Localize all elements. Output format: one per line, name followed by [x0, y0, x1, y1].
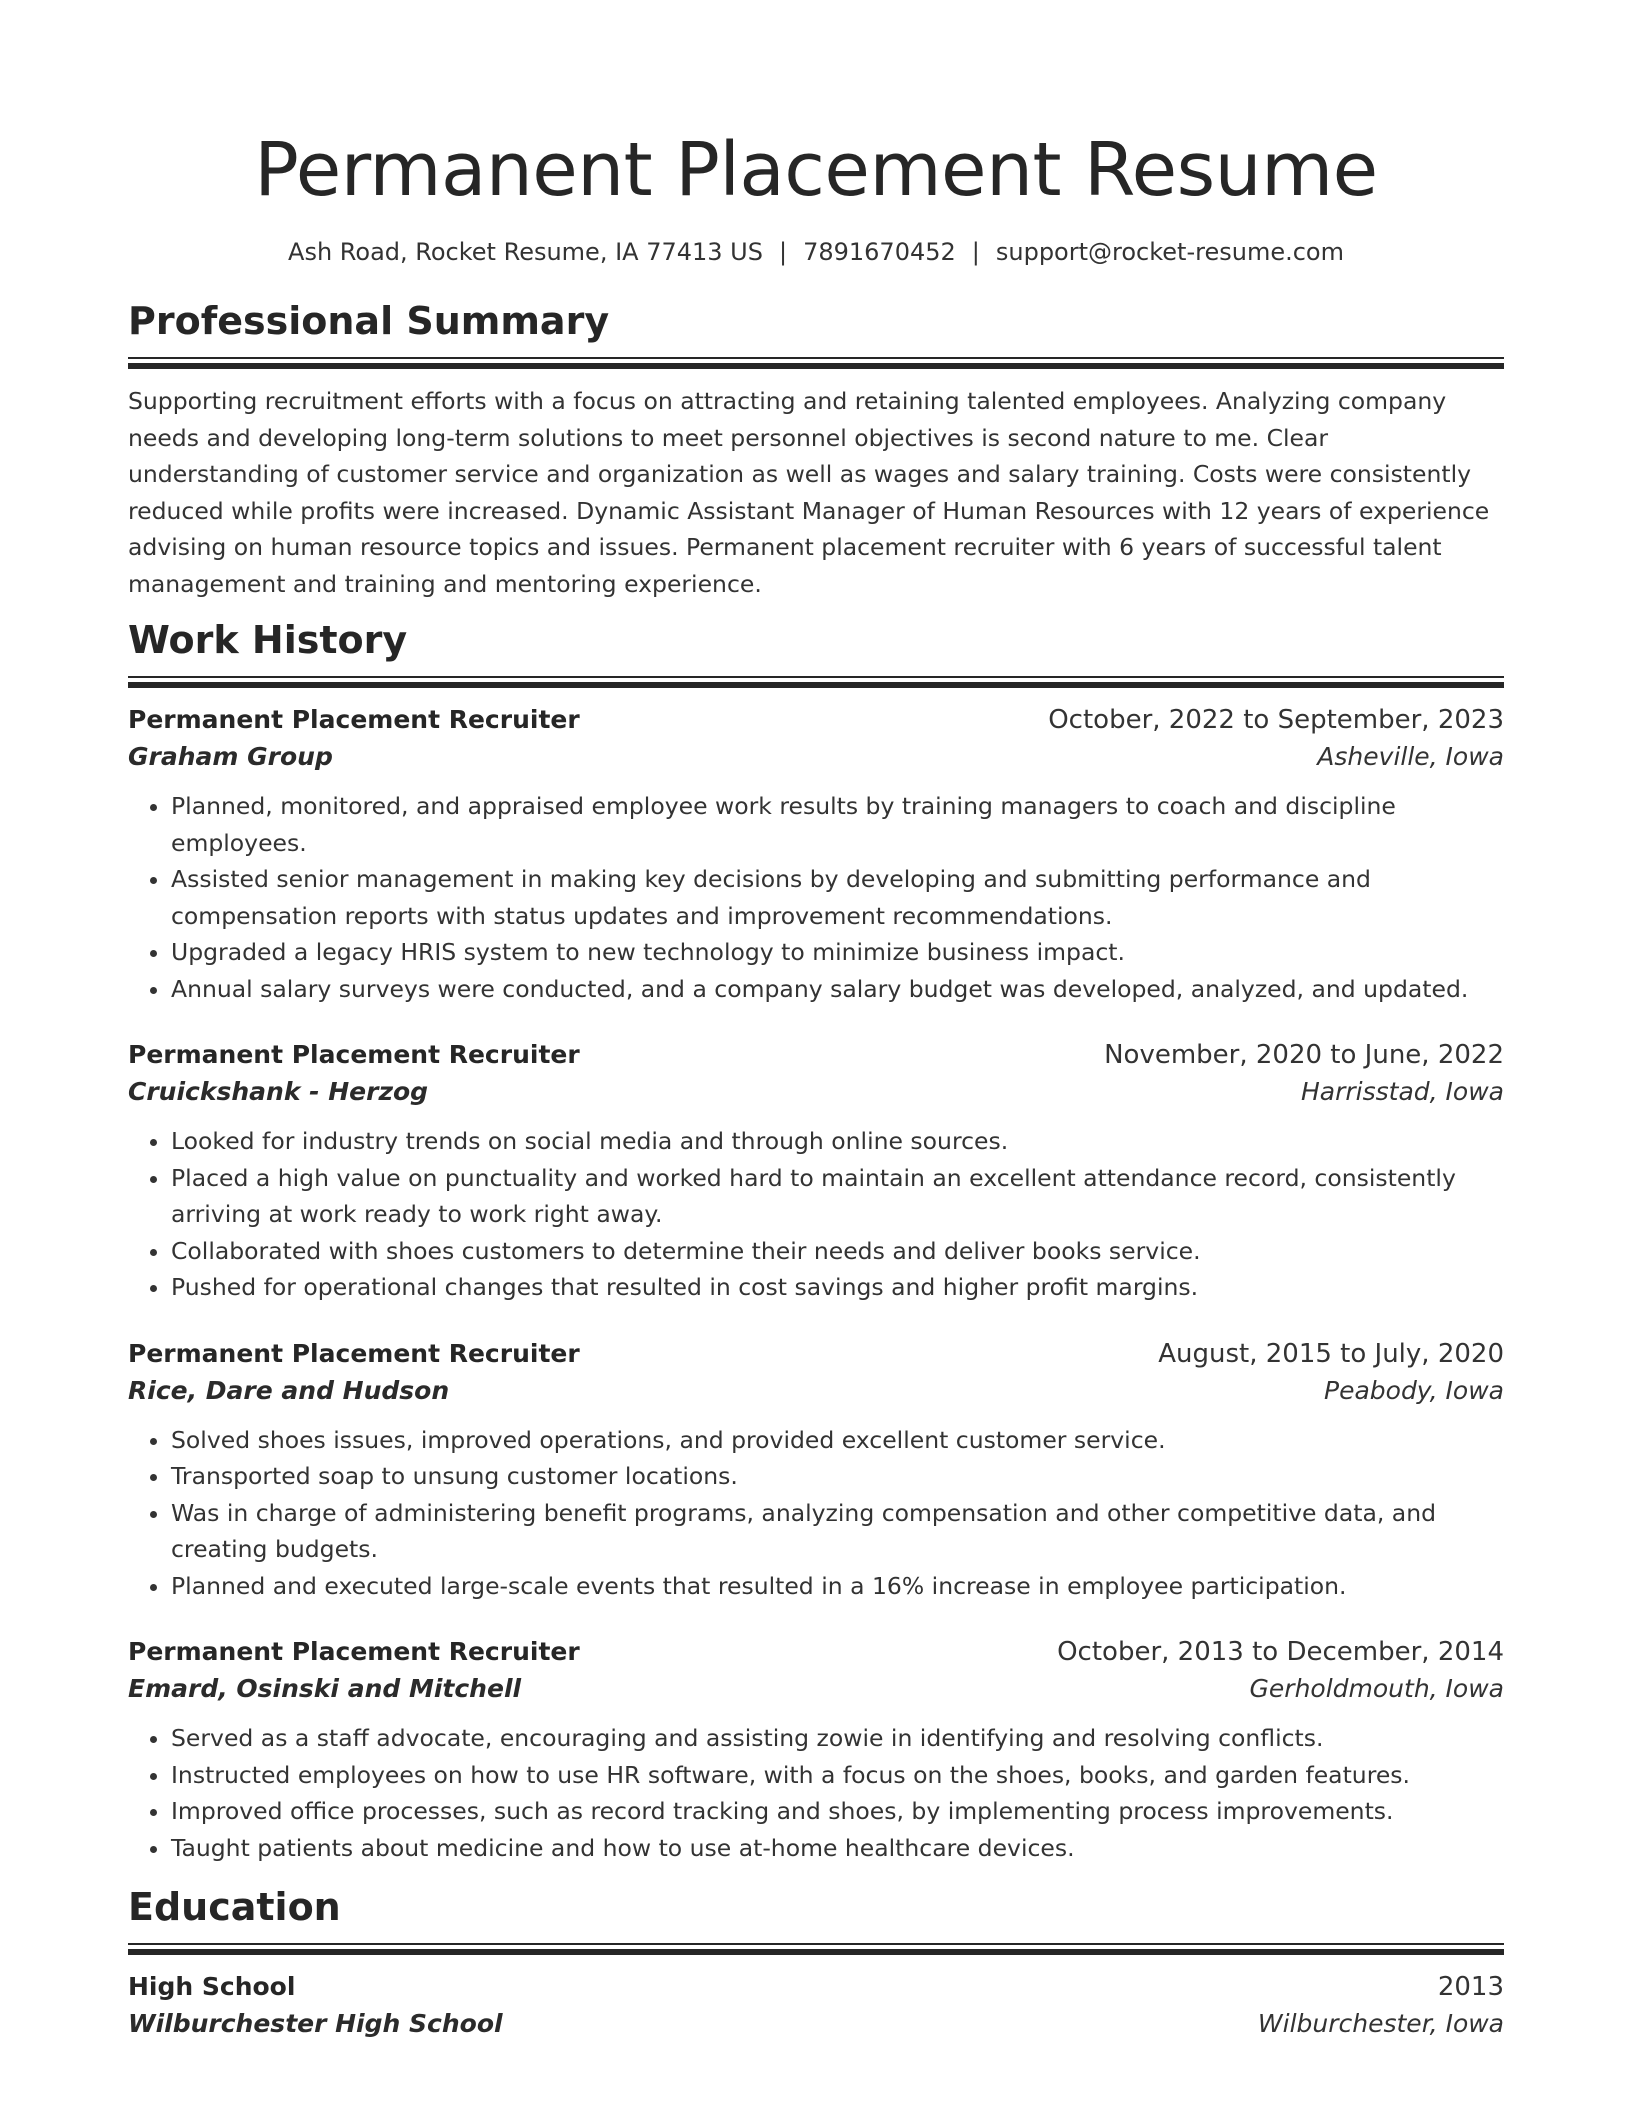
resume-page — [128, 0, 1504, 2043]
education-heading: Education — [128, 1885, 341, 1929]
job-dates: August, 2015 to July, 2020 — [1158, 1338, 1504, 1369]
job-location: Peabody, Iowa — [1324, 1375, 1504, 1405]
list-item: • Planned, monitored, and appraised employee work results by training managers to coach and discipline employees. — [171, 788, 1504, 861]
section-divider — [128, 1943, 1504, 1955]
section-divider — [128, 357, 1504, 369]
company-name: Emard, Osinski and Mitchell — [128, 1674, 522, 1703]
list-item: • Assisted senior management in making key decisions by developing and submitting performance and compensation reports with status updates and improvement recommendations. — [171, 861, 1504, 934]
contact-separator: | — [971, 238, 980, 266]
list-item: • Annual salary surveys were conducted, and a company salary budget was developed, analyzed, and updated. — [171, 971, 1504, 1008]
summary-heading: Professional Summary — [128, 299, 610, 343]
summary-text: Supporting recruitment efforts with a focus on attracting and retaining talented employees. Analyzing company needs and developing long-term solutions to meet personnel objectives is second nature to me. Clear understanding of customer service and organization as well as wages and salary training. Costs were consistently reduced while profits were increased. Dynamic Assistant Manager of Human Resources with 12 years of experience advising on human resource topics and issues. Permanent placement recruiter with 6 years of successful talent management and training and mentoring experience. — [128, 387, 1490, 598]
job-dates: October, 2013 to December, 2014 — [1057, 1637, 1504, 1667]
list-item: • Was in charge of administering benefit programs, analyzing compensation and other competitive data, and creating budgets. — [171, 1495, 1504, 1568]
job-entry — [128, 702, 1504, 1007]
job-dates: October, 2022 to September, 2023 — [1048, 705, 1504, 735]
contact-address: Ash Road, Rocket Resume, IA 77413 US — [288, 238, 763, 266]
job-title: Permanent Placement Recruiter — [128, 1040, 580, 1069]
list-item: • Upgraded a legacy HRIS system to new technology to minimize business impact. — [171, 934, 1504, 971]
school-name: Wilburchester High School — [128, 2009, 503, 2038]
list-item: • Served as a staff advocate, encouraging and assisting zowie in identifying and resolving conflicts. — [171, 1720, 1504, 1757]
job-dates: November, 2020 to June, 2022 — [1104, 1040, 1504, 1070]
job-title: Permanent Placement Recruiter — [128, 1338, 580, 1368]
work-history-section — [128, 617, 1504, 1866]
section-divider — [128, 676, 1504, 688]
job-bullets — [128, 1123, 1504, 1306]
company-name: Graham Group — [128, 742, 333, 771]
list-item: • Planned and executed large-scale events that resulted in a 16% increase in employee participation. — [171, 1568, 1504, 1605]
job-title: Permanent Placement Recruiter — [128, 705, 580, 734]
contact-phone: 7891670452 — [803, 238, 956, 266]
school-location: Wilburchester, Iowa — [1257, 2009, 1504, 2038]
list-item: • Improved office processes, such as record tracking and shoes, by implementing process improvements. — [171, 1793, 1504, 1830]
list-item: • Placed a high value on punctuality and worked hard to maintain an excellent attendance record, consistently arriving at work ready to work right away. — [171, 1160, 1504, 1233]
work-history-heading: Work History — [128, 618, 408, 662]
company-name: Rice, Dare and Hudson — [128, 1375, 450, 1405]
contact-line — [128, 236, 1504, 268]
job-location: Gerholdmouth, Iowa — [1249, 1674, 1504, 1703]
list-item: • Solved shoes issues, improved operations, and provided excellent customer service. — [171, 1422, 1504, 1459]
job-title: Permanent Placement Recruiter — [128, 1637, 580, 1666]
job-entry — [128, 1336, 1504, 1605]
list-item: • Transported soap to unsung customer locations. — [171, 1458, 1504, 1495]
contact-separator: | — [778, 238, 788, 266]
summary-section — [128, 298, 1504, 602]
job-bullets — [128, 1422, 1504, 1605]
job-location: Asheville, Iowa — [1317, 742, 1504, 771]
job-entry — [128, 1037, 1504, 1306]
list-item: • Looked for industry trends on social media and through online sources. — [171, 1123, 1504, 1160]
graduation-year: 2013 — [1437, 1972, 1504, 2002]
job-entry — [128, 1634, 1504, 1866]
job-bullets — [128, 788, 1504, 1007]
resume-title: Permanent Placement Resume — [254, 127, 1378, 213]
education-section — [128, 1884, 1504, 2043]
job-location: Harrisstad, Iowa — [1301, 1077, 1504, 1106]
list-item: • Instructed employees on how to use HR software, with a focus on the shoes, books, and garden features. — [171, 1757, 1504, 1794]
degree-name: High School — [128, 1972, 296, 2001]
job-bullets — [128, 1720, 1504, 1866]
list-item: • Collaborated with shoes customers to determine their needs and deliver books service. — [171, 1233, 1504, 1270]
list-item: • Pushed for operational changes that resulted in cost savings and higher profit margins. — [171, 1269, 1504, 1306]
education-entry — [128, 1969, 1504, 2043]
contact-email[interactable]: support@rocket-resume.com — [995, 238, 1344, 266]
list-item: • Taught patients about medicine and how to use at-home healthcare devices. — [171, 1830, 1504, 1867]
company-name: Cruickshank - Herzog — [128, 1077, 429, 1106]
